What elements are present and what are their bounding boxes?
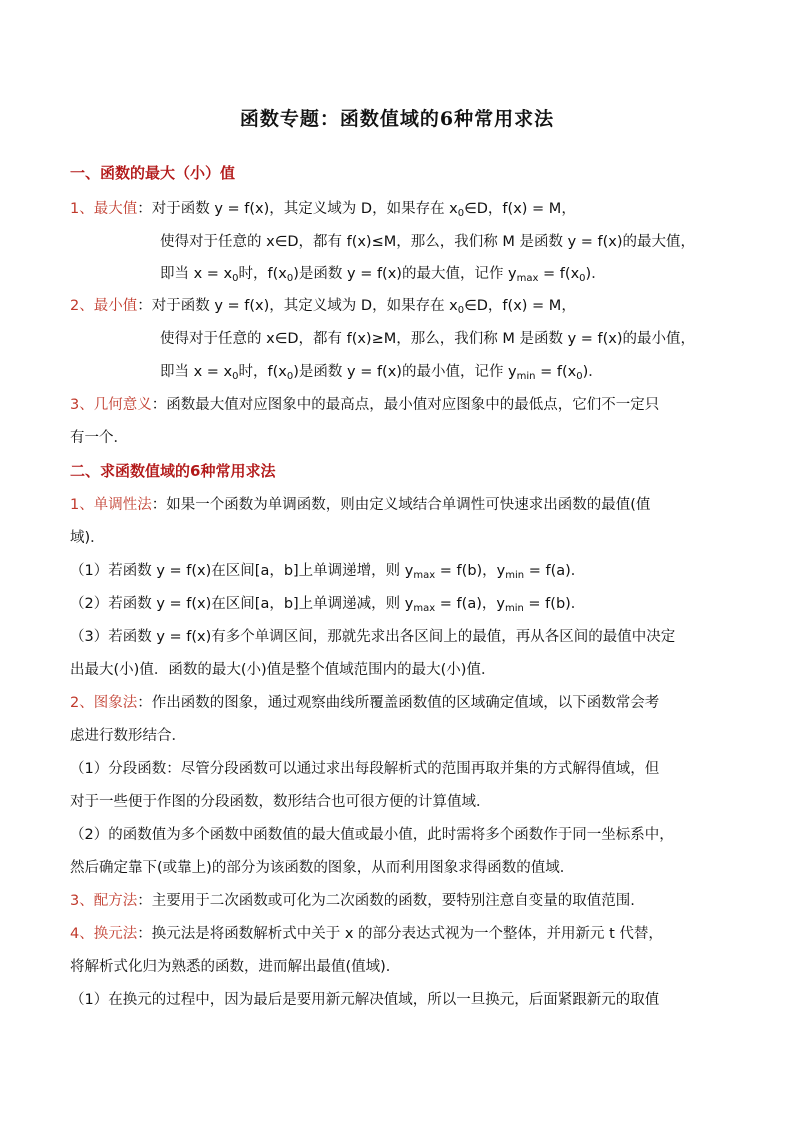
subst-text-1: ：换元法是将函数解析式中关于 x 的部分表达式视为一个整体，并用新元 t 代替， [137, 926, 663, 942]
square-line-1 [70, 891, 730, 911]
graph-label: 2、图象法 [70, 695, 138, 711]
max-def-line-1 [70, 199, 730, 219]
min-def-line-2: 使得对于任意的 x∈D，都有 f(x)≥M，那么，我们称 M 是函数 y = f(x)的最小值， [160, 331, 696, 347]
square-text-1: ：主要用于二次函数或可化为二次函数的函数，要特别注意自变量的取值范围. [137, 893, 635, 909]
mono-text-1: ：如果一个函数为单调函数，则由定义域结合单调性可快速求出函数的最值(值 [151, 497, 651, 513]
graph-line-2: 虑进行数形结合． [70, 728, 186, 744]
section-heading-1: 一、函数的最大（小）值 [70, 164, 236, 182]
min-def-text-1: ：对于函数 y = f(x)，其定义域为 D，如果存在 $x_0\in D$，f(x) = M， [137, 298, 576, 316]
mono-point-3a: （3）若函数 y = f(x)有多个单调区间，那就先求出各区间上的最值，再从各区间的最值中决定 [70, 629, 676, 645]
mono-line-1 [70, 495, 730, 515]
subst-line-2: 将解析式化归为熟悉的函数，进而解出最值(值域)． [70, 959, 401, 975]
subst-label: 4、换元法 [70, 926, 138, 942]
min-def-line-1 [70, 296, 730, 316]
mono-point-1: （1）若函数 y = f(x)在区间[a，b]上单调递增，则 $y_{max} = f(b)$，$y_{min} = f(a)$． [70, 563, 586, 581]
subst-line-1 [70, 924, 730, 944]
geo-label: 3、几何意义 [70, 397, 152, 413]
graph-point-1a: （1）分段函数：尽管分段函数可以通过求出每段解析式的范围再取并集的方式解得值域，但 [70, 761, 660, 777]
min-def-line-3: 即当 $x = x_0$时，$f(x_0)$是函数 y = f(x)的最小值，记作 $y_{min} = f(x_0)$． [160, 364, 603, 382]
graph-text-1: ：作出函数的图象，通过观察曲线所覆盖函数值的区域确定值域，以下函数常会考 [137, 695, 660, 711]
min-def-label: 2、最小值 [70, 298, 138, 314]
max-def-text-1: ：对于函数 y = f(x)，其定义域为 D，如果存在 $x_0\in D$，f(x) = M， [137, 201, 576, 219]
max-def-line-2: 使得对于任意的 x∈D，都有 f(x)≤M，那么，我们称 M 是函数 y = f(x)的最大值， [160, 234, 696, 250]
square-label: 3、配方法 [70, 893, 138, 909]
section-heading-2: 二、求函数值域的6种常用求法 [70, 462, 276, 480]
geo-line-1 [70, 395, 730, 415]
graph-line-1 [70, 693, 730, 713]
mono-line-2: 域)． [70, 530, 105, 546]
max-def-line-3: 即当 $x = x_0$时，$f(x_0)$是函数 y = f(x)的最大值，记作 $y_{max} = f(x_0)$． [160, 266, 606, 284]
max-def-label: 1、最大值 [70, 201, 138, 217]
page-title: 函数专题：函数值域的6种常用求法 [239, 108, 555, 130]
geo-text-1: ：函数最大值对应图象中的最高点，最小值对应图象中的最低点，它们不一定只 [151, 397, 660, 413]
subst-point-1: （1）在换元的过程中，因为最后是要用新元解决值域，所以一旦换元，后面紧跟新元的取值 [70, 992, 660, 1008]
geo-line-2: 有一个． [70, 430, 128, 446]
mono-point-2: （2）若函数 y = f(x)在区间[a，b]上单调递减，则 $y_{max} = f(a)$，$y_{min} = f(b)$． [70, 596, 586, 614]
graph-point-2a: （2）的函数值为多个函数中函数值的最大值或最小值，此时需将多个函数作于同一坐标系中， [70, 827, 674, 843]
mono-point-3b: 出最大(小)值．函数的最大(小)值是整个值域范围内的最大(小)值． [70, 662, 496, 678]
graph-point-2b: 然后确定靠下(或靠上)的部分为该函数的图象，从而利用图象求得函数的值域． [70, 860, 575, 876]
graph-point-1b: 对于一些便于作图的分段函数，数形结合也可很方便的计算值域． [70, 794, 491, 810]
mono-label: 1、单调性法 [70, 497, 152, 513]
